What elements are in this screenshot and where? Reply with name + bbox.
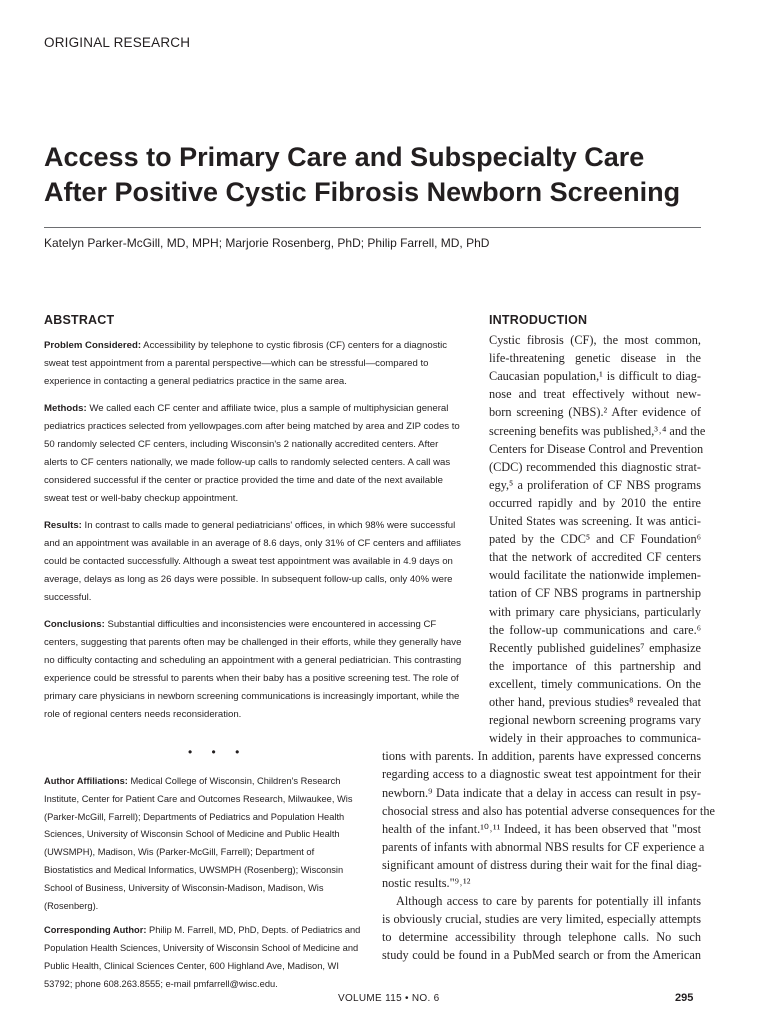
introduction-line: the follow-up communications and care.⁶ xyxy=(489,622,701,637)
introduction-line: study could be found in a PubMed search or from the American xyxy=(382,948,701,963)
introduction-line: born screening (NBS).² After evidence of xyxy=(489,405,701,420)
abstract-results xyxy=(44,517,464,607)
abstract-conclusions xyxy=(44,616,464,724)
introduction-line: tation of CF NBS programs in partnership xyxy=(489,586,701,601)
introduction-line: is obviously crucial, studies are very limited, especially attempts xyxy=(382,912,701,927)
introduction-line: regional newborn screening programs vary xyxy=(489,713,701,728)
abstract-body xyxy=(44,337,464,733)
affiliations-block xyxy=(44,773,362,1001)
corresponding-author-text: Philip M. Farrell, MD, PhD, Depts. of Pediatrics and Population Health Sciences, University of Wisconsin School of Medicine and Public Health, Clinical Sciences Center, 600 Highland Ave, Madison, WI 53792; phone 608.263.8555; e-mail pmfarrell@wisc.edu. xyxy=(44,925,361,989)
introduction-line: Caucasian population,¹ is difficult to diag- xyxy=(489,369,701,384)
introduction-heading: INTRODUCTION xyxy=(489,313,588,327)
problem-label: Problem Considered: xyxy=(44,340,142,351)
introduction-line: life-threatening genetic disease in the xyxy=(489,351,701,366)
author-affiliations-label: Author Affiliations: xyxy=(44,776,128,786)
methods-text: We called each CF center and affiliate twice, plus a sample of multiphysician general pediatrics practices selected from yellowpages.com after being matched by area and ZIP codes to 50 randomly selected CF centers, including Wisconsin's 2 nationally accredited centers. After alerts to CF centers nationally, we made follow-up calls to randomly selected centers. A call was considered successful if the center or practice provided the time and date of the next available sweat test or well-baby checkup appointment. xyxy=(44,403,460,504)
introduction-line: would facilitate the nationwide implemen- xyxy=(489,568,701,583)
introduction-line: (CDC) recommended this diagnostic strat- xyxy=(489,459,701,474)
introduction-line: regarding access to a diagnostic sweat test appointment for their xyxy=(382,767,701,782)
results-label: Results: xyxy=(44,520,82,531)
conclusions-label: Conclusions: xyxy=(44,619,105,630)
introduction-line: Recently published guidelines⁷ emphasize xyxy=(489,640,701,655)
introduction-line: Cystic fibrosis (CF), the most common, xyxy=(489,333,701,347)
introduction-line: tions with parents. In addition, parents have expressed concerns xyxy=(382,749,701,764)
introduction-line: chosocial stress and also has potential adverse consequences for the xyxy=(382,803,715,818)
introduction-line: parents of infants with abnormal NBS results for CF experience a xyxy=(382,839,705,854)
introduction-line: other hand, previous studies⁸ revealed that xyxy=(489,695,701,709)
article-title xyxy=(44,140,734,210)
corresponding-author-label: Corresponding Author: xyxy=(44,925,147,936)
methods-label: Methods: xyxy=(44,403,87,414)
section-label: ORIGINAL RESEARCH xyxy=(44,35,191,50)
introduction-line: newborn.⁹ Data indicate that a delay in access can result in psy- xyxy=(382,785,701,800)
author-affiliations xyxy=(44,773,362,915)
introduction-line: to determine accessibility through telephone calls. No such xyxy=(382,930,701,945)
conclusions-text: Substantial difficulties and inconsistencies were encountered in accessing CF centers, suggesting that parents often may be challenged in their efforts, while they generally have no difficulty contacting and scheduling an appointment with a general pediatrician. This contrasting experience could be stressful to parents when their baby has a positive screening test. The role of primary care physicians in newborn screening communications is increasingly important, while the role of regional centers needs reconsideration. xyxy=(44,619,462,720)
corresponding-author xyxy=(44,922,362,993)
page-number: 295 xyxy=(675,992,694,1004)
introduction-line: excellent, timely communications. On the xyxy=(489,676,701,691)
introduction-line: health of the infant.¹⁰˒¹¹ Indeed, it has been observed that "most xyxy=(382,821,701,836)
introduction-line: with primary care physicians, particularly xyxy=(489,604,701,619)
results-text: In contrast to calls made to general pediatricians' offices, in which 98% were successful and an appointment was available in an average of 8.6 days, only 31% of CF centers and affiliates could be contacted successfully. Although a sweat test appointment was available in 4.9 days on average, delays as long as 26 days were possible. In subsequent follow-up calls, only 40% were successful. xyxy=(44,520,461,603)
introduction-line: screening benefits was published,³˒⁴ and the xyxy=(489,423,706,438)
author-list: Katelyn Parker-McGill, MD, MPH; Marjorie Rosenberg, PhD; Philip Farrell, MD, PhD xyxy=(44,236,490,250)
author-affiliations-text: Medical College of Wisconsin, Children's Research Institute, Center for Patient Care and Outcomes Research, Milwaukee, Wis (Parker-McGill, Farrell); Departments of Pediatrics and Population Health Sciences, University of Wisconsin School of Medicine and Public Health (UWSMPH), Madison, Wis (Parker-McGill, Farrell); Department of Biostatistics and Medical Informatics, UWSMPH (Rosenberg); Wisconsin School of Business, University of Wisconsin-Madison, Madison, Wis (Rosenberg). xyxy=(44,776,353,911)
section-separator: • • • xyxy=(188,745,248,759)
introduction-line: widely in their approaches to communica- xyxy=(489,731,701,746)
introduction-line: pated by the CDC⁵ and CF Foundation⁶ xyxy=(489,532,701,547)
introduction-line: Centers for Disease Control and Prevention xyxy=(489,441,704,456)
title-line-1: Access to Primary Care and Subspecialty Care xyxy=(44,142,645,172)
introduction-line: nostic results."⁹˒¹² xyxy=(382,876,471,890)
introduction-line: the importance of this partnership and xyxy=(489,658,701,673)
introduction-line: significant amount of distress during their wait for the final diag- xyxy=(382,857,702,872)
problem-text: Accessibility by telephone to cystic fibrosis (CF) centers for a diagnostic sweat test appointment from a parental perspective—which can be stressful—compared to experience in contacting a general pediatrics practice in the same area. xyxy=(44,340,448,387)
introduction-line: egy,⁵ a proliferation of CF NBS programs xyxy=(489,477,701,492)
title-line-2: After Positive Cystic Fibrosis Newborn Screening xyxy=(44,177,681,207)
introduction-line: Although access to care by parents for potentially ill infants xyxy=(396,894,701,909)
introduction-line: nose and treat effectively without new- xyxy=(489,387,701,402)
abstract-problem xyxy=(44,337,464,391)
introduction-line: occurred rapidly and by 2010 the entire xyxy=(489,495,701,510)
introduction-line: United States was screening. It was antici- xyxy=(489,514,701,528)
abstract-heading: ABSTRACT xyxy=(44,313,115,327)
title-divider xyxy=(44,227,701,228)
introduction-line: that the network of accredited CF centers xyxy=(489,550,701,565)
abstract-methods xyxy=(44,400,464,508)
footer-volume: VOLUME 115 • NO. 6 xyxy=(338,993,440,1004)
